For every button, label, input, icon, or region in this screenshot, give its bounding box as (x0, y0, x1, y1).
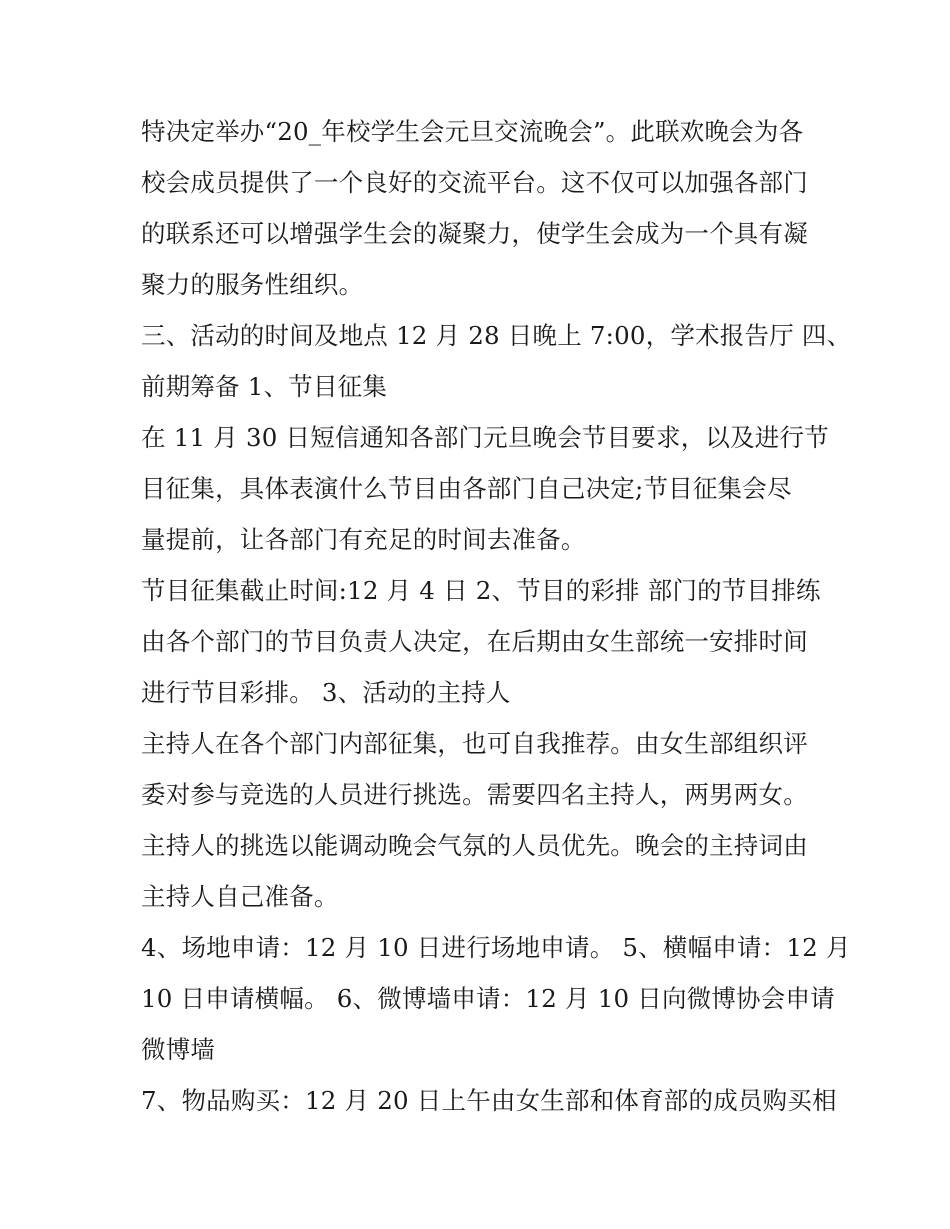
document-body (141, 106, 852, 1126)
text-line: 主持人自己准备。 (141, 882, 339, 911)
text-line: 量提前，让各部门有充足的时间去准备。 (141, 525, 586, 554)
text-line: 节目征集截止时间:12 月 4 日 2、节目的彩排 部门的节目排练 (141, 576, 821, 605)
text-line: 微博墙 (141, 1035, 216, 1064)
text-line: 由各个部门的节目负责人决定，在后期由女生部统一安排时间 (141, 627, 808, 656)
text-line: 在 11 月 30 日短信通知各部门元旦晚会节目要求，以及进行节 (141, 423, 829, 452)
text-line: 特决定举办“20_年校学生会元旦交流晚会”。此联欢晚会为各 (141, 117, 804, 146)
text-line: 进行节目彩排。 3、活动的主持人 (141, 678, 511, 707)
text-line: 聚力的服务性组织。 (141, 270, 364, 299)
text-line: 4、场地申请：12 月 10 日进行场地申请。 5、横幅申请：12 月 (141, 933, 851, 962)
text-line: 的联系还可以增强学生会的凝聚力，使学生会成为一个具有凝 (141, 219, 808, 248)
text-line: 校会成员提供了一个良好的交流平台。这不仅可以加强各部门 (141, 168, 808, 197)
text-line: 目征集，具体表演什么节目由各部门自己决定;节目征集会尽 (141, 474, 792, 503)
text-line: 7、物品购买：12 月 20 日上午由女生部和体育部的成员购买相 (141, 1086, 837, 1115)
text-line: 委对参与竞选的人员进行挑选。需要四名主持人，两男两女。 (141, 780, 808, 809)
text-line: 三、活动的时间及地点 12 月 28 日晚上 7:00，学术报告厅 四、 (141, 321, 852, 350)
text-line: 10 日申请横幅。 6、微博墙申请：12 月 10 日向微博协会申请 (141, 984, 835, 1013)
text-line: 主持人的挑选以能调动晚会气氛的人员优先。晚会的主持词由 (141, 831, 808, 860)
text-line: 主持人在各个部门内部征集，也可自我推荐。由女生部组织评 (141, 729, 808, 758)
text-line: 前期筹备 1、节目征集 (141, 372, 388, 401)
